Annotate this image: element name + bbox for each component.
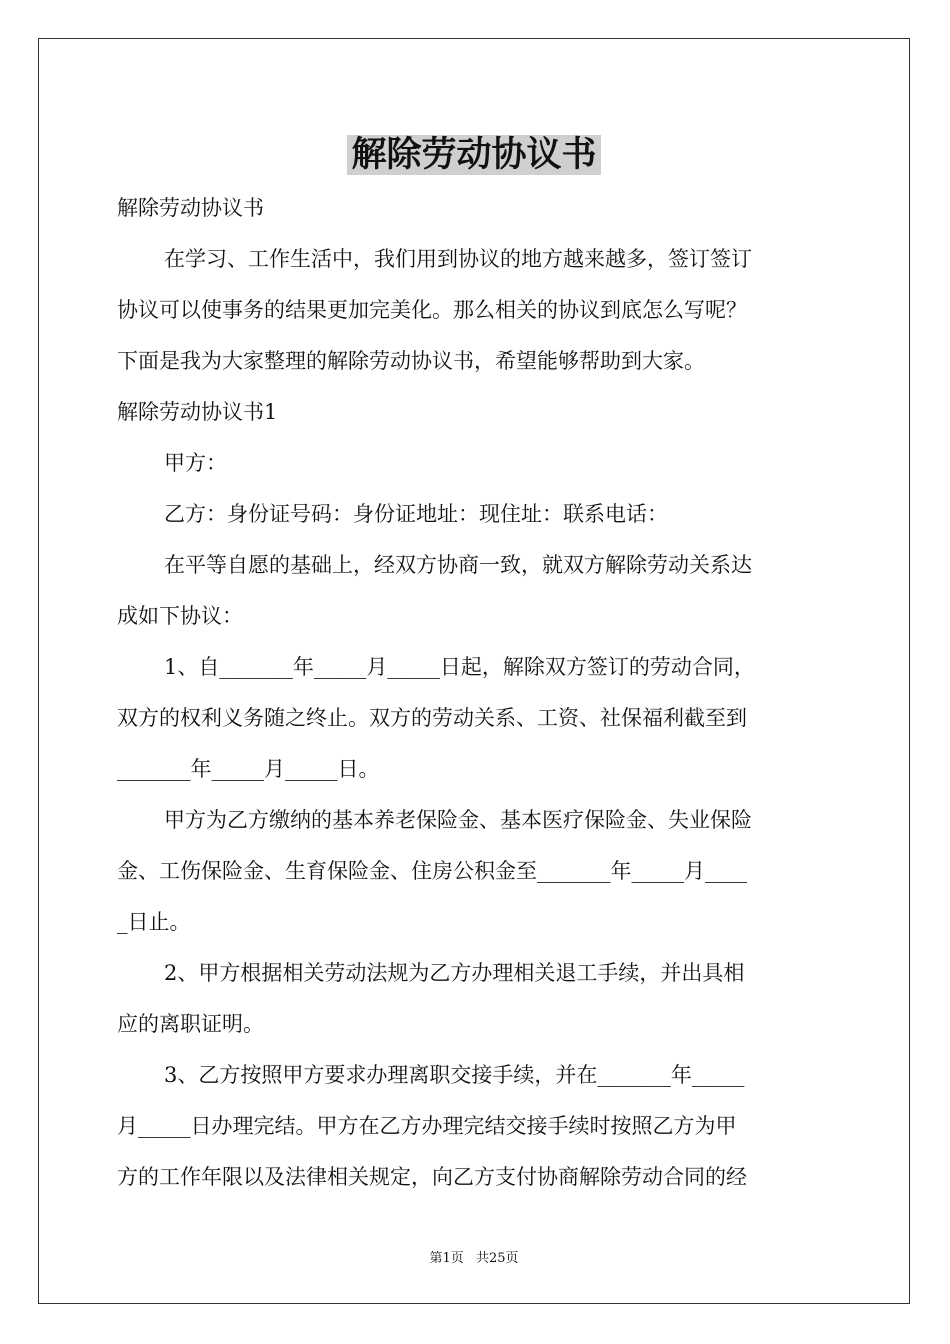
text-line: 成如下协议： xyxy=(117,604,243,628)
text-line: 在学习、工作生活中，我们用到协议的地方越来越多，签订签订 xyxy=(164,247,752,271)
text-line: 方的工作年限以及法律相关规定，向乙方支付协商解除劳动合同的经 xyxy=(117,1165,747,1189)
text-line: 应的离职证明。 xyxy=(117,1012,264,1036)
text-line: 月_____日办理完结。甲方在乙方办理完结交接手续时按照乙方为甲 xyxy=(117,1114,737,1138)
text-line: 在平等自愿的基础上，经双方协商一致，就双方解除劳动关系达 xyxy=(164,553,752,577)
text-line: 协议可以使事务的结果更加完美化。那么相关的协议到底怎么写呢？ xyxy=(117,298,747,322)
text-line: 1、自_______年_____月_____日起，解除双方签订的劳动合同， xyxy=(164,655,755,679)
text-line: 3、乙方按照甲方要求办理离职交接手续，并在_______年_____ xyxy=(164,1063,745,1087)
document-body xyxy=(117,183,835,1203)
page-footer xyxy=(39,1247,909,1266)
text-line: _______年_____月_____日。 xyxy=(117,757,380,781)
text-line: 金、工伤保险金、生育保险金、住房公积金至_______年_____月____ xyxy=(117,859,747,883)
text-line: 双方的权利义务随之终止。双方的劳动关系、工资、社保福利截至到 xyxy=(117,706,747,730)
text-line: 2、甲方根据相关劳动法规为乙方办理相关退工手续，并出具相 xyxy=(164,961,745,985)
text-line: 下面是我为大家整理的解除劳动协议书，希望能够帮助到大家。 xyxy=(117,349,705,373)
text-line: 甲方为乙方缴纳的基本养老保险金、基本医疗保险金、失业保险 xyxy=(164,808,752,832)
document-page xyxy=(38,38,910,1304)
text-line: 解除劳动协议书 xyxy=(117,196,264,220)
text-line: _日止。 xyxy=(117,910,191,934)
page-total: 共25页 xyxy=(475,1251,519,1266)
page-number: 第1页 xyxy=(429,1251,464,1266)
text-line: 甲方： xyxy=(164,451,227,475)
title-container xyxy=(39,135,909,175)
text-line: 解除劳动协议书1 xyxy=(117,400,278,424)
document-title: 解除劳动协议书 xyxy=(347,135,600,175)
text-line: 乙方：身份证号码：身份证地址：现住址：联系电话： xyxy=(164,502,668,526)
